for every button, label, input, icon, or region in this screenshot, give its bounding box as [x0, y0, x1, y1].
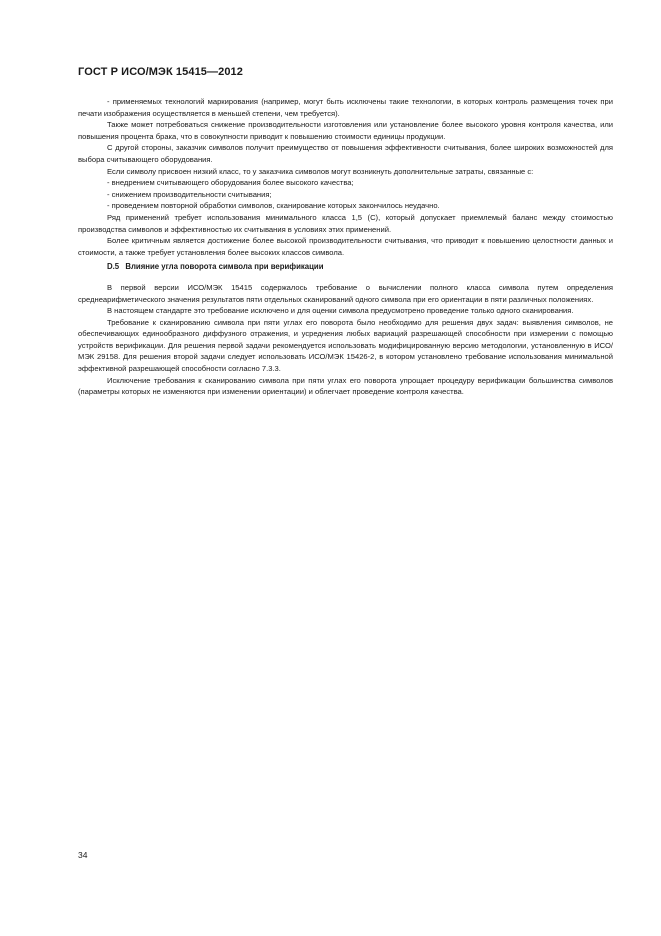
list-item: - проведением повторной обработки символов, сканирование которых закончилось неудачно. [107, 201, 440, 211]
document-header: ГОСТ Р ИСО/МЭК 15415—2012 [78, 66, 243, 78]
page-number: 34 [78, 850, 88, 860]
paragraph: Ряд применений требует использования минимального класса 1,5 (C), который допускает приемлемый баланс между стоимостью производства символов и эффективностью их считывания в условиях этих применений. [78, 212, 613, 234]
paragraph: Требование к сканированию символа при пяти углах его поворота было необходимо для решения двух задач: выявления символов, не обеспечивающих единообразного диффузного отражения, и усреднения любых вариаций разрешающей способности при измерении с помощью устройств верификации. Для решения первой задачи рекомендуется использовать модифицированную версию методологии, установленную в ИСО/МЭК 29158. Для решения второй задачи следует использовать ИСО/МЭК 15426-2, в котором установлено требование использования минимальной эффективной разрешающей способности согласно 7.3.3. [78, 317, 613, 374]
section-number: D.5 [107, 262, 120, 272]
list-item: - внедрением считывающего оборудования более высокого качества; [107, 178, 354, 188]
document-body [78, 96, 613, 398]
paragraph: Также может потребоваться снижение производительности изготовления или установление более высокого уровня контроля качества, или повышения процента брака, что в совокупности приводит к повышению стоимости единицы продукции. [78, 120, 613, 141]
section-title: Влияние угла поворота символа при верификации [125, 262, 324, 272]
paragraph: В первой версии ИСО/МЭК 15415 содержалось требование о вычислении полного класса символа путем определения среднеарифметического значения результатов пяти отдельных сканирований одного символа при его ориентации в пяти различных положениях. [78, 282, 613, 304]
paragraph: Исключение требования к сканированию символа при пяти углах его поворота упрощает процедуру верификации большинства символов (параметры которых не изменяются при изменении ориентации) и облегчает проведение контроля качества. [78, 375, 613, 397]
paragraph: - применяемых технологий маркирования (например, могут быть исключены такие технологии, в которых контроль размещения точек при печати изображения осуществляется в меньшей степени, чем требуется). [78, 97, 613, 118]
paragraph: Если символу присвоен низкий класс, то у заказчика символов могут возникнуть дополнительные затраты, связанные с: [107, 166, 534, 176]
paragraph: В настоящем стандарте это требование исключено и для оценки символа предусмотрено проведение только одного сканирования. [107, 306, 574, 316]
paragraph: Более критичным является достижение более высокой производительности считывания, что приводит к повышению целостности данных и стоимости, а также требует установления более высоких классов символа. [78, 236, 613, 257]
list-item: - снижением производительности считывания; [107, 189, 272, 199]
paragraph: С другой стороны, заказчик символов получит преимущество от повышения эффективности считывания, более широких возможностей для выбора считывающего оборудования. [78, 143, 613, 164]
section-heading [78, 261, 613, 273]
